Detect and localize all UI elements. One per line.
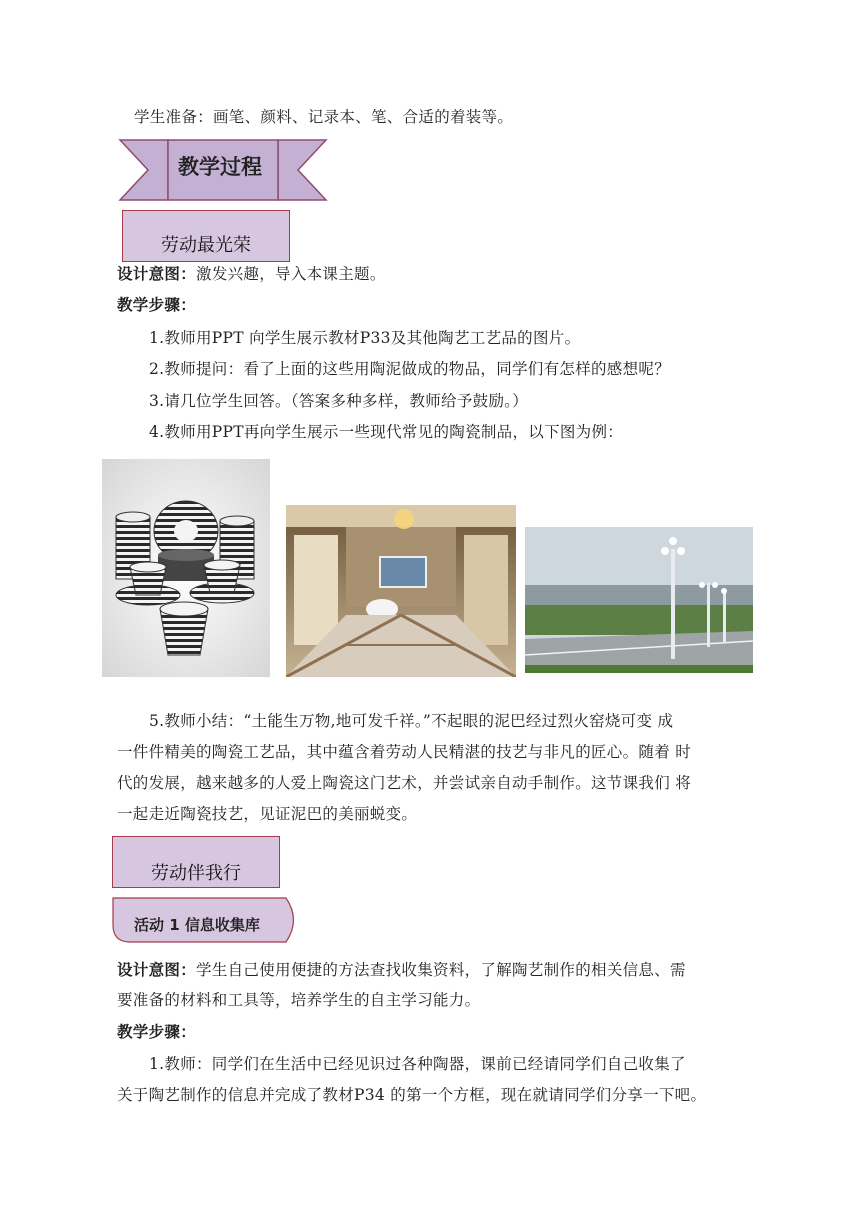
steps-label-2: 教学步骤： [117,1023,197,1041]
design-intent-1 [117,267,386,283]
section-heading-2 [112,836,280,888]
section-heading-1-label: 劳动最光荣 [161,235,251,256]
highway-lamps-image [525,527,753,673]
summary-line-3: 代的发展，越来越多的人爱上陶瓷这门艺术，并尝试亲自动手制作。这节课我们 将 [117,774,692,792]
summary-line-2: 一件件精美的陶瓷工艺品，其中蕴含着劳动人民精湛的技艺与非凡的匠心。随着 时 [117,743,692,761]
section-heading-2-label: 劳动伴我行 [151,863,241,884]
step-2-line-2: 关于陶艺制作的信息并完成了教材P34 的第一个方框，现在就请同学们分享一下吧。 [117,1086,707,1104]
step-1-4: 4.教师用PPT再向学生展示一些现代常见的陶瓷制品，以下图为例： [149,423,624,441]
design-intent-1-text: 激发兴趣，导入本课主题。 [196,265,386,283]
activity-1-title: 活动 1 信息收集库 [134,916,260,934]
banner-title: 教学过程 [178,155,262,179]
summary-line-4: 一起走近陶瓷技艺，见证泥巴的美丽蜕变。 [117,805,418,823]
step-1-3: 3.请几位学生回答。（答案多种多样，教师给予鼓励。） [149,392,529,410]
summary-line-1: 5.教师小结：“土能生万物,地可发千祥。”不起眼的泥巴经过烈火窑烧可变 成 [149,712,674,730]
design-intent-2-line-1 [117,963,686,979]
step-1-1: 1.教师用PPT 向学生展示教材P33及其他陶艺工艺品的图片。 [149,329,581,347]
design-intent-2-label: 设计意图： [117,961,197,979]
step-1-2: 2.教师提问：看了上面的这些用陶泥做成的物品，同学们有怎样的感想呢？ [149,360,670,378]
steps-label-1: 教学步骤： [117,296,197,314]
section-heading-1 [122,210,290,262]
prep-line: 学生准备：画笔、颜料、记录本、笔、合适的着装等。 [134,108,514,126]
bathroom-image [286,505,516,677]
design-intent-2-line-2: 要准备的材料和工具等，培养学生的自主学习能力。 [117,991,481,1009]
design-intent-1-label: 设计意图： [117,265,197,283]
design-intent-2-text-1: 学生自己使用便捷的方法查找收集资料，了解陶艺制作的相关信息、需 [196,961,686,979]
step-2-line-1: 1.教师：同学们在生活中已经见识过各种陶器，课前已经请同学们自己收集了 [149,1055,686,1073]
ceramic-cups-image [102,459,270,677]
